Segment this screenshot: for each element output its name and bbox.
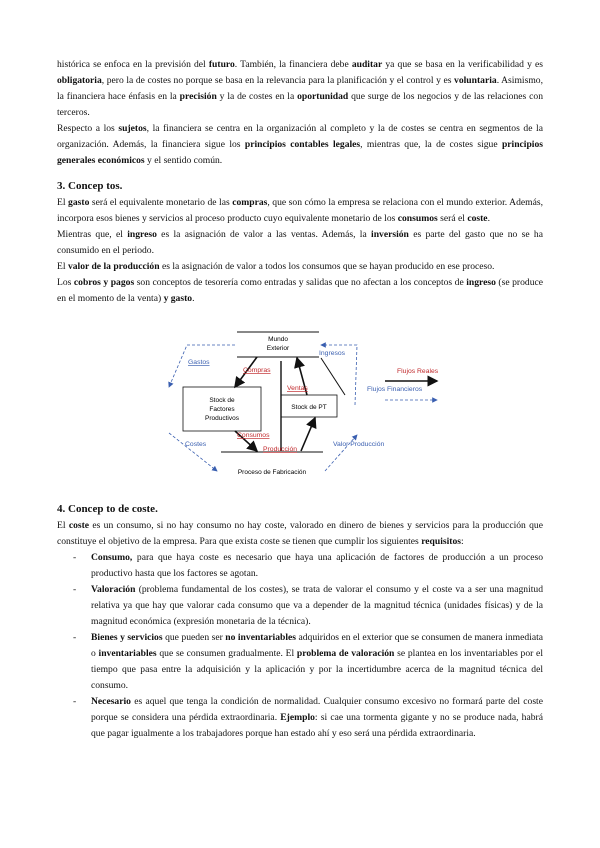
cost-flow-diagram — [57, 325, 543, 490]
section-3-heading: 3. Concep tos. — [57, 180, 123, 192]
produccion-label: Producción — [263, 446, 298, 453]
svg-text:Productivos: Productivos — [205, 415, 239, 422]
legend-flujos-reales: Flujos Reales — [397, 368, 439, 375]
consumos-label: Consumos — [237, 432, 270, 439]
compras-label: Compras — [243, 367, 271, 374]
costes-label: Costes — [185, 441, 207, 448]
legend-flujos-financieros: Flujos Financieros — [367, 386, 423, 393]
svg-text:Stock de PT: Stock de PT — [291, 404, 327, 411]
list-item: - Valoración (problema fundamental de los costes), se trata de valorar el consumo y el coste va a ser una magnitud relativa ya que hay que valorar cada consumo que va a depender de la magnitud técnica (unidades físicas) y de la magnitud económica (expresión monetaria de la técnica). — [73, 584, 543, 627]
costes-flow — [169, 433, 217, 471]
intro-paragraph-1: histórica se enfoca en la previsión del futuro. También, la financiera debe auditar ya que se basa en la verificabilidad y es obligatoria, pero la de costes no porque se basa en la relevancia para la planificación y el control y es voluntaria. Asimismo, la financiera hace énfasis en la precisión y la de costes en la oportunidad que surge de los negocios y de las relaciones con terceros. — [57, 59, 543, 118]
svg-text:Factores: Factores — [209, 406, 235, 413]
svg-text:Exterior: Exterior — [266, 345, 290, 352]
gastos-flow — [169, 345, 235, 387]
svg-text:Stock de: Stock de — [209, 397, 235, 404]
section-3-paragraph-3: El valor de la producción es la asignación de valor a todos los consumos que se hayan producido en ese proceso. — [57, 261, 495, 272]
proceso-label: Proceso de Fabricación — [237, 469, 307, 476]
intro-paragraph-2: Respecto a los sujetos, la financiera se centra en la organización al completo y la de costes se centra en segmentos de la organización. Además, la financiera sigue los principios contables legales, mientras que, la de costes sigue principios generales económicos y el sentido común. — [57, 123, 543, 166]
section-3-paragraph-2: Mientras que, el ingreso es la asignación de valor a las ventas. Además, la inversión es parte del gasto que no se ha consumido en el periodo. — [57, 229, 543, 256]
section-4-heading: 4. Concep to de coste. — [57, 503, 158, 515]
section-4-intro: El coste es un consumo, si no hay consumo no hay coste, valorado en dinero de bienes y servicios para la producción que constituye el objetivo de la empresa. Para que exista coste se tienen que cumplir los siguientes requisitos: — [57, 520, 543, 547]
produccion-arrow — [301, 418, 315, 451]
ventas-label: Ventas — [287, 385, 308, 392]
section-3-paragraph-4: Los cobros y pagos son conceptos de tesorería como entradas y salidas que no afectan a los conceptos de ingreso (se produce en el momento de la venta) y gasto. — [57, 277, 544, 304]
section-3-paragraph-1: El gasto será el equivalente monetario de las compras, que son cómo la empresa se relaciona con el mundo exterior. Además, incorpora esos bienes y servicios al proceso producto cuyo equivalente monetario de los consumos será el coste. — [57, 197, 543, 224]
list-item: - Necesario es aquel que tenga la condición de normalidad. Cualquier consumo excesivo no formará parte del coste porque se considera una pérdida extraordinaria. Ejemplo: si cae una tormenta gigante y no se produce nada, habrá que pagar igualmente a los trabajadores porque han estado ahí y eso será una pérdida extraordinaria. — [73, 696, 543, 739]
requirements-list — [57, 550, 543, 742]
mundo-exterior-label: Mundo — [268, 336, 288, 343]
list-item: - Consumo, para que haya coste es necesario que haya una aplicación de factores de producción a un proceso productivo hasta que los factores se agotan. — [73, 552, 543, 579]
gastos-label: Gastos — [188, 359, 210, 366]
document-page — [57, 57, 543, 742]
valor-produccion-label: Valor Producción — [333, 441, 385, 448]
list-item: - Bienes y servicios que pueden ser no inventariables adquiridos en el exterior que se consumen de manera inmediata o inventariables que se consumen gradualmente. El problema de valoración se plantea en los inventariables por el tiempo que pasa entre la adquisición y la aplicación y por la incertidumbre acerca de la magnitud técnica del consumo. — [73, 632, 543, 691]
ingresos-label: Ingresos — [319, 350, 346, 357]
